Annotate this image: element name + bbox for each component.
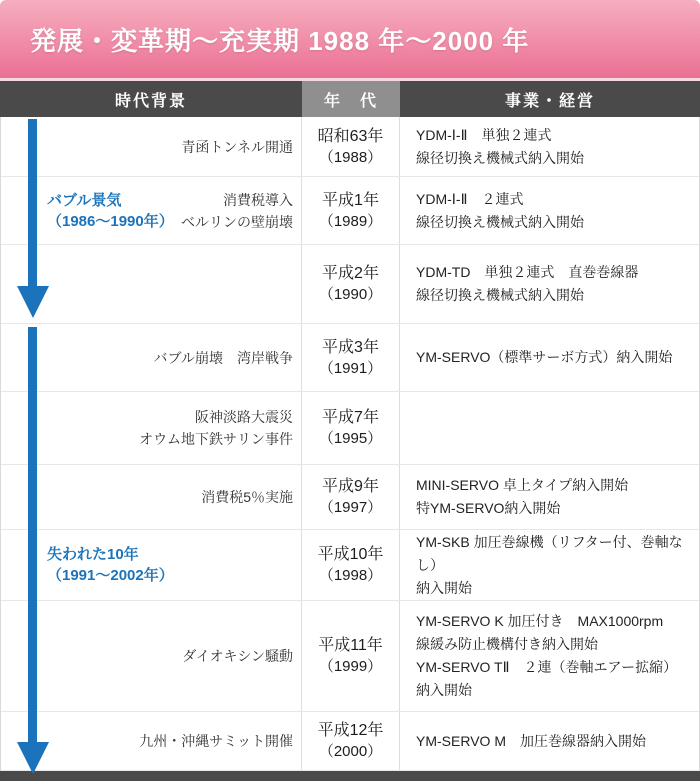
- business-event-line: 線径切換え機械式納入開始: [416, 287, 584, 303]
- table-row: [1, 177, 699, 245]
- era-background-cell: [1, 117, 302, 176]
- background-events: [154, 347, 293, 369]
- timeline-arrow-shaft: [28, 327, 37, 742]
- year-label: （1988）: [318, 148, 383, 166]
- table-row: [1, 324, 699, 392]
- era-label: 平成11年: [318, 637, 383, 654]
- table-row: [1, 117, 699, 177]
- year-label: （2000）: [318, 743, 383, 760]
- business-events: [416, 124, 693, 170]
- year-cell: [302, 601, 400, 711]
- year-cell: [302, 324, 400, 391]
- era-background-cell: [1, 324, 302, 391]
- background-events: [182, 645, 293, 667]
- business-events: [416, 610, 693, 702]
- period-name: 失われた10年: [47, 546, 139, 563]
- business-events: [416, 474, 693, 520]
- business-event-line: YDM-TD 単独２連式 直巻巻線器: [416, 264, 639, 280]
- business-event-line: YM-SERVO K 加圧付き MAX1000rpm: [416, 613, 664, 629]
- business-event-line: 特YM-SERVO納入開始: [416, 500, 561, 516]
- business-event-line: YM-SERVO TⅡ ２連（巻軸エアー拡縮）: [416, 659, 678, 675]
- business-cell: [400, 530, 699, 600]
- era-label: 平成2年: [322, 265, 379, 282]
- business-event-line: YM-SERVO（標準サーボ方式）納入開始: [416, 349, 673, 365]
- business-event-line: 線緩み防止機構付き納入開始: [416, 636, 598, 652]
- period-label: [47, 544, 174, 586]
- footer-bar: [0, 771, 700, 781]
- year-cell: [302, 245, 400, 323]
- business-event-line: YDM-Ⅰ-Ⅱ 単独２連式: [416, 126, 552, 143]
- business-events: [416, 188, 693, 234]
- era-background-cell: [1, 177, 302, 244]
- arrow-down-icon: [17, 742, 49, 774]
- year-label: （1999）: [318, 658, 383, 675]
- business-cell: [400, 712, 699, 770]
- business-event-line: MINI-SERVO 卓上タイプ納入開始: [416, 477, 629, 493]
- business-events: [416, 261, 693, 307]
- year-cell: [302, 465, 400, 529]
- period-range: （1986～1990年）: [47, 212, 174, 230]
- column-header-year: 年 代: [302, 81, 400, 117]
- background-event-line: バブル崩壊 湾岸戦争: [153, 349, 293, 366]
- business-cell: [400, 601, 699, 711]
- business-cell: [400, 177, 699, 244]
- era-background-cell: [1, 465, 302, 529]
- era-background-cell: [1, 601, 302, 711]
- column-header-business: 事業・経営: [400, 81, 700, 117]
- background-event-line: オウム地下鉄サリン事件: [139, 431, 293, 447]
- year-label: （1997）: [318, 499, 383, 516]
- era-label: 平成10年: [317, 546, 384, 563]
- background-event-line: 九州・沖縄サミット開催: [139, 733, 293, 749]
- era-label: 平成7年: [322, 409, 379, 426]
- background-events: [139, 406, 293, 450]
- table-body: [0, 117, 700, 771]
- year-cell: [302, 530, 400, 600]
- timeline-arrow-shaft: [28, 119, 37, 286]
- column-header-era-background: 時代背景: [0, 81, 302, 117]
- year-label: （1998）: [318, 567, 383, 584]
- period-label: [47, 190, 174, 232]
- business-events: [416, 531, 693, 600]
- background-event-line: 青函トンネル開通: [181, 138, 293, 155]
- era-label: 平成12年: [317, 722, 384, 739]
- era-background-cell: [1, 392, 302, 464]
- table-row: [1, 465, 699, 530]
- era-label: 平成9年: [322, 478, 379, 495]
- business-cell: [400, 392, 699, 464]
- background-event-line: 消費税導入: [223, 191, 293, 208]
- business-events: [416, 730, 693, 753]
- section-banner: [0, 0, 700, 78]
- era-label: 昭和63年: [317, 127, 384, 145]
- arrow-down-icon: [17, 286, 49, 318]
- year-label: （1995）: [318, 430, 383, 447]
- year-cell: [302, 712, 400, 770]
- background-events: [139, 730, 293, 752]
- period-range: （1991～2002年）: [47, 567, 174, 584]
- business-event-line: 線径切換え機械式納入開始: [416, 213, 584, 230]
- business-events: [416, 346, 693, 369]
- background-events: [181, 136, 293, 158]
- business-event-line: 納入開始: [416, 682, 472, 698]
- table-header-row: [0, 81, 700, 117]
- business-event-line: 線径切換え機械式納入開始: [416, 149, 584, 166]
- year-label: （1989）: [318, 212, 383, 230]
- background-events: [181, 189, 293, 233]
- year-cell: [302, 392, 400, 464]
- business-event-line: 納入開始: [416, 579, 472, 596]
- table-row: [1, 601, 699, 712]
- business-event-line: YM-SKB 加圧巻線機（リフター付、巻軸なし）: [416, 533, 683, 573]
- background-event-line: ダイオキシン騒動: [182, 648, 293, 664]
- era-label: 平成1年: [322, 191, 379, 209]
- background-events: [201, 486, 293, 508]
- table-row: [1, 392, 699, 465]
- background-event-line: ベルリンの壁崩壊: [181, 213, 293, 230]
- business-event-line: YM-SERVO M 加圧巻線器納入開始: [416, 732, 646, 749]
- business-event-line: YDM-Ⅰ-Ⅱ ２連式: [416, 190, 524, 207]
- period-name: バブル景気: [47, 191, 122, 209]
- table-row: [1, 530, 699, 601]
- year-cell: [302, 177, 400, 244]
- business-cell: [400, 324, 699, 391]
- table-row: [1, 712, 699, 771]
- business-cell: [400, 117, 699, 176]
- era-background-cell: [1, 530, 302, 600]
- year-label: （1991）: [318, 359, 383, 377]
- era-label: 平成3年: [322, 338, 379, 356]
- page-title: 発展・変革期～充実期 1988 年～2000 年: [30, 25, 530, 56]
- year-cell: [302, 117, 400, 176]
- business-cell: [400, 245, 699, 323]
- background-event-line: 消費税5％実施: [201, 489, 293, 505]
- table-row: [1, 245, 699, 324]
- year-label: （1990）: [318, 286, 383, 303]
- background-event-line: 阪神淡路大震災: [195, 409, 293, 425]
- business-cell: [400, 465, 699, 529]
